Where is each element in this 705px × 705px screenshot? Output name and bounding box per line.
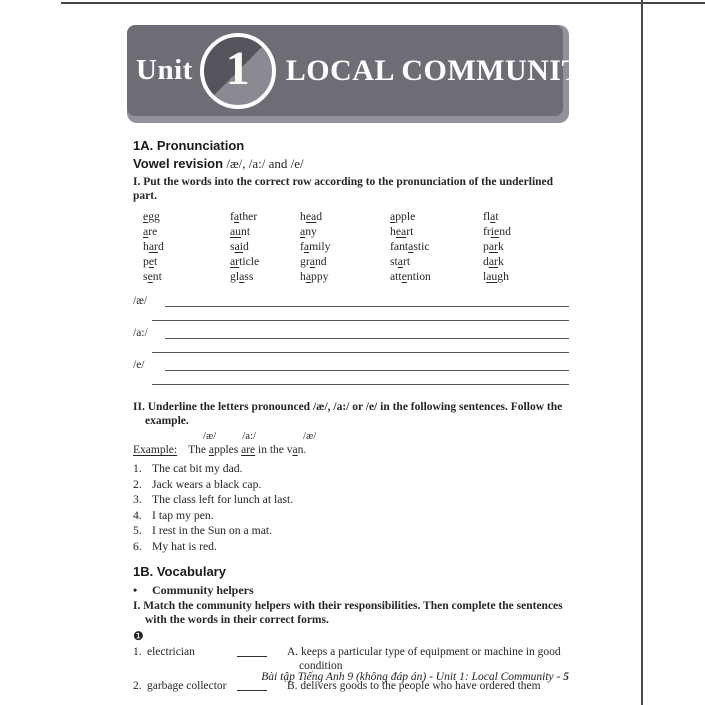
section-1b-heading: 1B. Vocabulary [133, 564, 226, 579]
match-definition [287, 646, 569, 673]
word: laugh [483, 270, 509, 283]
unit-label: Unit [136, 54, 193, 86]
word: father [230, 210, 258, 223]
vocab-task1-line2: with the words in their correct forms. [145, 614, 329, 626]
example-sentence: The apples are in the van. [188, 444, 307, 456]
sentence-text: I tap my pen. [152, 508, 214, 522]
phoneme-label: /æ/ [133, 295, 148, 307]
phoneme-row [133, 357, 569, 371]
circled-one-marker: ❶ [133, 629, 144, 643]
word-grid [133, 209, 569, 284]
underlined-letters: a [143, 225, 149, 238]
vowel-revision-line [133, 156, 569, 172]
word: heart [390, 225, 414, 238]
vowel-revision-label: Vowel revision [133, 156, 224, 171]
page-footer [133, 671, 569, 683]
sentence-item [133, 539, 569, 555]
answer-line [152, 371, 569, 385]
example-row [133, 443, 569, 458]
word: attention [390, 270, 431, 283]
word: family [300, 240, 331, 253]
underlined-letters: ar [488, 240, 498, 253]
underlined-letters: au [486, 270, 498, 283]
word: are [143, 225, 158, 238]
underlined-letters: e [147, 270, 153, 283]
phoneme-label: /e/ [133, 359, 145, 371]
underlined-letters: a [309, 255, 315, 268]
sentence-item [133, 492, 569, 508]
sentence-text: My hat is red. [152, 539, 217, 553]
unit-banner-inner [127, 25, 605, 116]
underlined-letters: a [303, 240, 310, 253]
underlined-letters: a [408, 240, 414, 253]
matching-row [133, 646, 569, 673]
phoneme-annotation: /a:/ [242, 430, 256, 442]
answer-line [165, 358, 569, 371]
vowel-revision-phonemes: /æ/, /a:/ and /e/ [223, 156, 304, 171]
sentence-text: I rest in the Sun on a mat. [152, 524, 273, 537]
underlined-letters: au [230, 225, 242, 238]
underlined-letters: ar [230, 255, 240, 268]
word: fantastic [390, 240, 430, 253]
underlined-letters: a [233, 210, 240, 223]
sentence-number: 6. [133, 539, 142, 553]
word: article [230, 255, 260, 268]
underlined-letters: a [292, 444, 298, 456]
phoneme-row [133, 325, 569, 339]
underlined-letters: ar [148, 240, 158, 253]
task2-instruction-line1: II. Underline the letters pronounced /æ/, /a:/ or /e/ in the following sentences. Follow the [133, 401, 563, 413]
phoneme-block [133, 293, 569, 321]
sentence-item [133, 461, 569, 477]
word: apple [390, 210, 416, 223]
underlined-letters: e [401, 270, 407, 283]
word: sent [143, 270, 162, 283]
example-annotations [133, 430, 569, 443]
underlined-letters: ai [234, 240, 243, 253]
task1-instruction: I. Put the words into the correct row according to the pronunciation of the underlined part. [133, 176, 554, 202]
match-blank-cell [237, 646, 287, 673]
example-label: Example: [133, 444, 178, 456]
phoneme-row [133, 293, 569, 307]
word: friend [483, 225, 511, 238]
match-term: garbage collector [147, 680, 227, 692]
definition-line: B. delivers goods to the people who have ordered them [287, 680, 541, 692]
underlined-letters: ie [490, 225, 500, 238]
underlined-letters: a [490, 210, 496, 223]
phoneme-annotation: /æ/ [203, 430, 217, 442]
sentence-number: 1. [133, 462, 142, 475]
match-number: 2. [133, 680, 142, 692]
footer-text: Bài tập Tiếng Anh 9 (không đáp án) - Unit 1: Local Community - [261, 671, 564, 683]
bullet-icon: • [133, 583, 138, 597]
phoneme-answer-blocks [133, 293, 569, 385]
word: start [390, 255, 411, 268]
unit-banner [127, 25, 605, 123]
underlined-letters: a [300, 225, 306, 238]
definition-line: condition [299, 659, 343, 672]
underlined-letters: e [148, 255, 155, 268]
match-term: electrician [147, 646, 195, 658]
word: any [300, 225, 317, 238]
unit-number-circle [200, 33, 276, 109]
underlined-letters: ea [395, 225, 407, 238]
word: hard [143, 240, 164, 253]
sentence-number: 3. [133, 493, 142, 506]
underlined-letters: ar [488, 255, 498, 268]
definition-line: A. keeps a particular type of equipment or machine in good [287, 646, 561, 658]
phoneme-label: /a:/ [133, 327, 148, 339]
word: flat [483, 210, 499, 223]
match-number: 1. [133, 646, 142, 658]
answer-line [152, 307, 569, 321]
word: aunt [230, 225, 251, 238]
sentence-text: Jack wears a black cap. [152, 477, 262, 491]
word: grand [300, 255, 327, 268]
underlined-letters: e [143, 210, 149, 223]
sentence-number: 2. [133, 477, 142, 491]
underlined-letters: a [390, 210, 396, 223]
section-1a-heading: 1A. Pronunciation [133, 138, 245, 153]
sentence-text: The class left for lunch at last. [152, 493, 294, 506]
phoneme-annotation: /æ/ [303, 430, 317, 442]
sentence-text: The cat bit my dad. [152, 462, 243, 475]
word: happy [300, 270, 329, 283]
sentence-item [133, 477, 569, 493]
task2-instruction-line2: example. [145, 415, 189, 427]
word: pet [143, 255, 158, 268]
right-scan-rule [641, 0, 643, 705]
unit-number: 1 [225, 41, 250, 95]
sentence-list [133, 461, 569, 554]
sentence-item [133, 523, 569, 539]
word: head [300, 210, 323, 223]
word: egg [143, 210, 160, 223]
word: said [230, 240, 249, 253]
underlined-letters: a [397, 255, 403, 268]
underlined-letters: ea [305, 210, 317, 223]
phoneme-block [133, 325, 569, 353]
top-scan-rule [61, 2, 705, 4]
word: glass [230, 270, 254, 283]
unit-title: LOCAL COMMUNITY [285, 53, 605, 87]
underlined-letters: a [239, 270, 245, 283]
answer-line [165, 326, 569, 339]
vocab-task1-line1: I. Match the community helpers with their responsibilities. Then complete the sentences [133, 600, 563, 612]
underlined-letters: a [305, 270, 312, 283]
page-content [133, 138, 569, 703]
topic-label: Community helpers [152, 583, 254, 597]
underlined-letters: a [208, 444, 214, 456]
sentence-number: 5. [133, 524, 142, 537]
sentence-item [133, 508, 569, 524]
word: dark [483, 255, 504, 268]
answer-blank [237, 646, 267, 657]
phoneme-block [133, 357, 569, 385]
sentence-number: 4. [133, 508, 142, 522]
answer-line [165, 294, 569, 307]
topic-bullet-row [133, 582, 569, 598]
answer-line [152, 339, 569, 353]
footer-page-number: 5 [563, 671, 569, 683]
underlined-letters: are [241, 444, 256, 456]
word: park [483, 240, 504, 253]
